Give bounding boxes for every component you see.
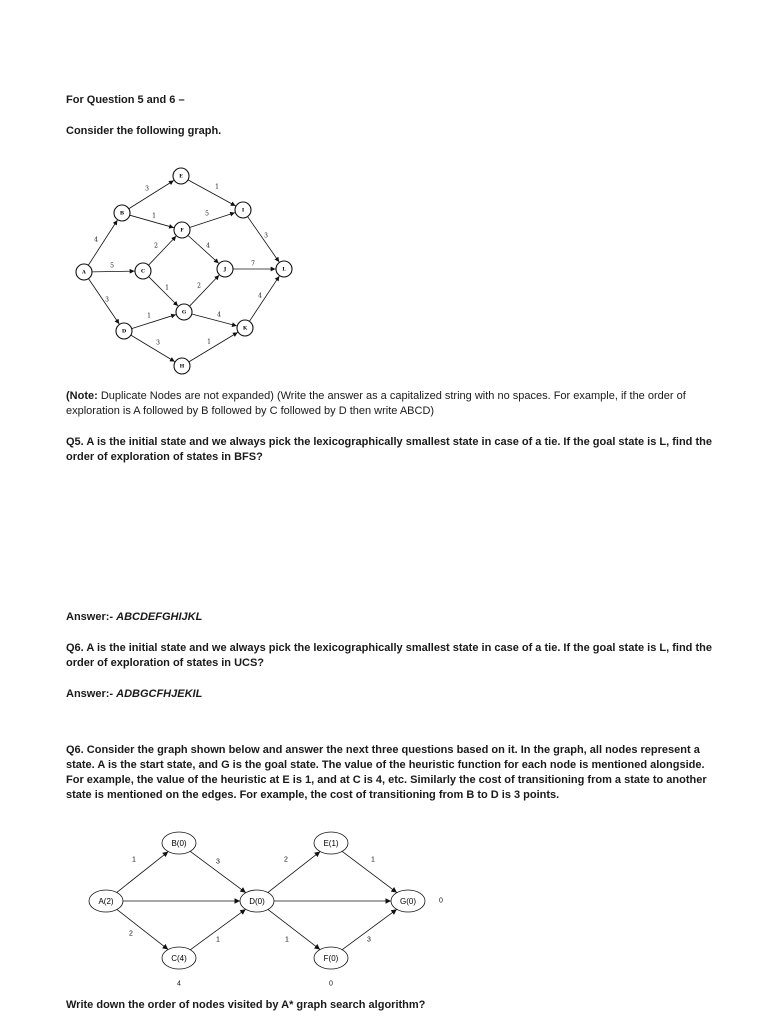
svg-text:D(0): D(0)	[249, 897, 265, 906]
svg-text:A: A	[82, 269, 86, 276]
svg-text:D: D	[121, 328, 127, 335]
question-7: Write down the order of nodes visited by A* graph search algorithm?	[66, 999, 426, 1011]
edge-weight-E-G: 1	[371, 856, 375, 864]
edge-A-B	[117, 852, 169, 893]
edge-weight-H-K: 1	[207, 338, 211, 346]
svg-text:C(4): C(4)	[171, 954, 187, 963]
answer-5: Answer:- ABCDEFGHIJKL	[66, 611, 203, 623]
edge-weight-G-J: 2	[197, 282, 201, 290]
svg-text:L: L	[282, 266, 286, 273]
note-text: (Note: Duplicate Nodes are not expanded) (Write the answer as a capitalized string with no spaces. For example, if the order of exploration is A followed by B followed by C followed by D then write ABCD)	[66, 390, 686, 417]
edge-A-C	[117, 909, 168, 949]
edge-B-D	[190, 851, 246, 892]
graph-intro: Consider the following graph.	[66, 125, 222, 137]
svg-text:J: J	[223, 266, 227, 273]
edge-F-G	[342, 909, 397, 949]
edge-weight-A-B: 4	[94, 236, 98, 244]
edge-weight-K-L: 4	[258, 292, 262, 300]
node-D	[240, 890, 274, 912]
node-B	[162, 832, 196, 854]
svg-text:G: G	[181, 309, 187, 316]
edge-weight-A-B: 1	[132, 856, 136, 864]
edge-weight-C-G: 1	[165, 284, 169, 292]
svg-text:I: I	[241, 207, 245, 214]
svg-text:H: H	[179, 363, 185, 370]
edge-weight-F-G: 3	[367, 936, 371, 944]
svg-text:E(1): E(1)	[323, 839, 339, 848]
edge-weight-J-L: 7	[251, 260, 255, 268]
svg-text:B: B	[119, 210, 125, 217]
svg-text:G(0): G(0)	[400, 897, 416, 906]
node-E	[314, 832, 348, 854]
node-A	[89, 890, 123, 912]
graph-extra-label-0: 0	[439, 897, 443, 905]
svg-text:C: C	[141, 268, 145, 275]
edge-weight-D-H: 3	[156, 339, 160, 347]
edge-weight-I-L: 3	[264, 232, 268, 240]
edge-weight-D-E: 2	[284, 856, 288, 864]
answer-6: Answer:- ADBGCFHJEKIL	[66, 688, 203, 700]
edge-C-D	[190, 909, 245, 950]
question-6-ucs: Q6. A is the initial state and we always pick the lexicographically smallest state in case of a tie. If the goal state is L, find the order of exploration of states in UCS?	[66, 642, 712, 669]
svg-text:F(0): F(0)	[323, 954, 339, 963]
edge-weight-E-I: 1	[215, 183, 219, 191]
edge-weight-A-C: 2	[129, 930, 133, 938]
edge-weight-D-F: 1	[285, 936, 289, 944]
edge-weight-B-E: 3	[145, 185, 149, 193]
svg-text:K: K	[242, 325, 248, 332]
node-G	[391, 890, 425, 912]
svg-text:F: F	[180, 227, 184, 234]
edge-weight-B-F: 1	[152, 212, 156, 220]
edge-weight-G-K: 4	[217, 311, 221, 319]
edge-weight-B-D: 3	[216, 858, 220, 866]
edge-weight-C-F: 2	[154, 242, 158, 250]
section-heading: For Question 5 and 6 –	[66, 94, 185, 106]
edge-weight-A-D: 3	[105, 296, 109, 304]
edge-weight-D-G: 1	[147, 312, 151, 320]
edge-weight-C-D: 1	[216, 936, 220, 944]
graph-extra-label-2: 0	[329, 980, 333, 988]
question-6-astar: Q6. Consider the graph shown below and answer the next three questions based on it. In the graph, all nodes represent a state. A is the start state, and G is the goal state. The value of the heuristic function for each node is mentioned alongside. For example, the value of the heuristic at E is 1, and at C is 4, etc. Similarly the cost of transitioning from a state to another state is mentioned on the edges. For example, the cost of transitioning from B to D is 3 points.	[66, 744, 707, 801]
node-C	[162, 947, 196, 969]
node-F	[314, 947, 348, 969]
question-5: Q5. A is the initial state and we always pick the lexicographically smallest state in case of a tie. If the goal state is L, find the order of exploration of states in BFS?	[66, 436, 712, 463]
edge-D-F	[268, 909, 320, 949]
svg-text:B(0): B(0)	[171, 839, 187, 848]
graph-extra-label-1: 4	[177, 980, 181, 988]
edge-E-G	[342, 851, 397, 892]
edge-weight-A-C: 5	[110, 262, 114, 270]
svg-text:E: E	[179, 173, 183, 180]
edge-weight-F-J: 4	[206, 242, 210, 250]
svg-text:A(2): A(2)	[98, 897, 114, 906]
edge-weight-F-I: 5	[205, 210, 209, 218]
edge-D-E	[268, 851, 320, 892]
